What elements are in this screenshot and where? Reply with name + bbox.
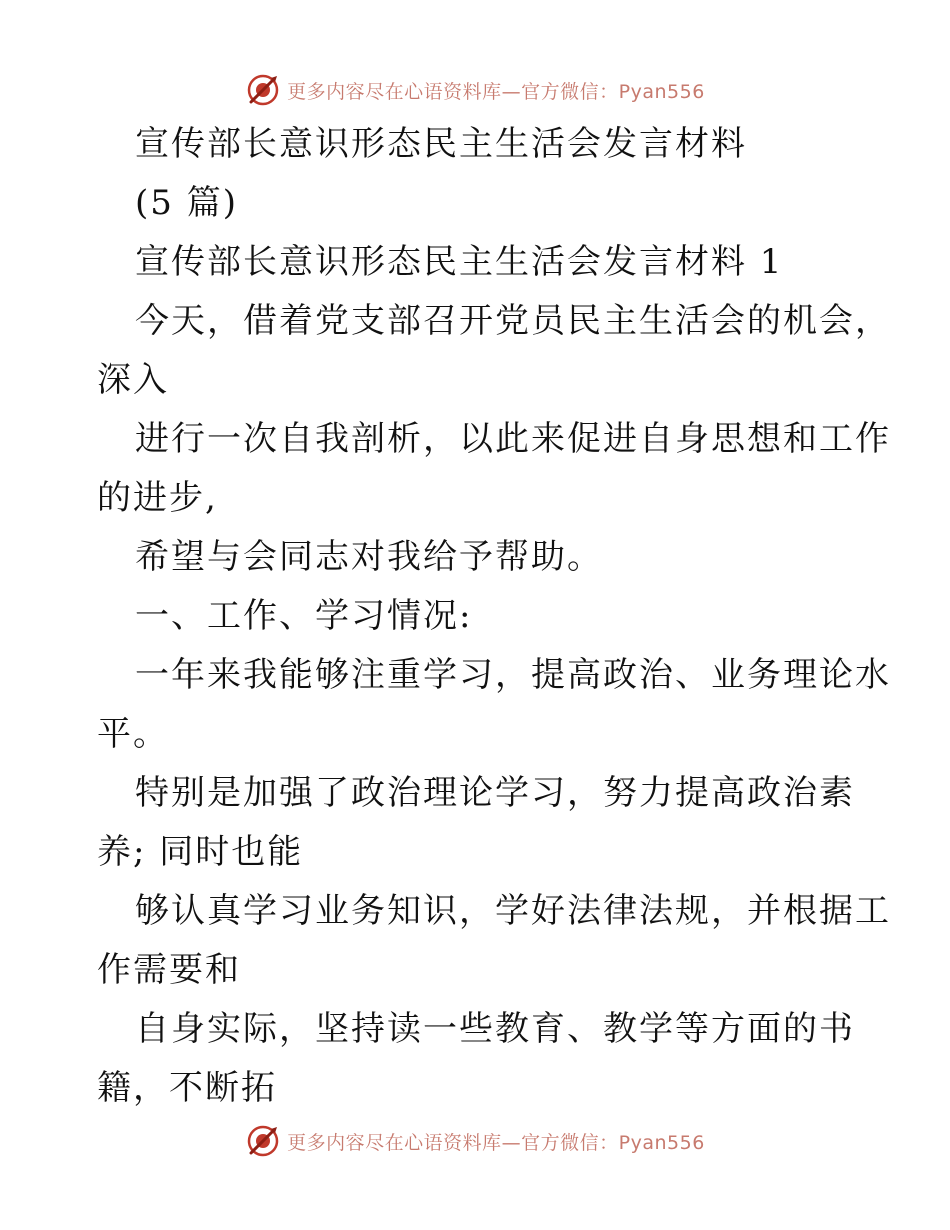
quill-seal-icon [245,72,281,108]
paragraph-line: 一年来我能够注重学习，提高政治、业务理论水 [135,655,891,695]
paragraph-line: 的进步, [97,478,218,518]
paragraph-line: 养; 同时也能 [97,832,304,872]
watermark-text: 更多内容尽在心语资料库—官方微信：Pyan556 [287,80,705,103]
header-watermark [0,70,950,110]
paragraph-line: 进行一次自我剖析，以此来促进自身思想和工作 [135,419,891,459]
footer-watermark [0,1121,950,1161]
paragraph-line: 作需要和 [97,950,241,990]
paragraph-line: 深入 [97,360,169,400]
paragraph-line: 自身实际，坚持读一些教育、教学等方面的书 [135,1009,855,1049]
paragraph-line: 希望与会同志对我给予帮助。 [135,537,603,577]
paragraph-line: 够认真学习业务知识，学好法律法规，并根据工 [135,891,891,931]
watermark-text: 更多内容尽在心语资料库—官方微信：Pyan556 [287,1131,705,1154]
section-heading: 宣传部长意识形态民主生活会发言材料 1 [135,242,784,282]
document-title: 宣传部长意识形态民主生活会发言材料 [135,124,747,164]
quill-seal-icon [245,1123,281,1159]
subsection-heading: 一、工作、学习情况: [135,596,473,636]
paragraph-line: 今天，借着党支部召开党员民主生活会的机会， [135,301,891,341]
paragraph-line: 特别是加强了政治理论学习，努力提高政治素 [135,773,855,813]
paragraph-line: 平。 [97,714,169,754]
title-count: (5 篇) [135,183,238,223]
paragraph-line: 籍，不断拓 [97,1068,277,1108]
